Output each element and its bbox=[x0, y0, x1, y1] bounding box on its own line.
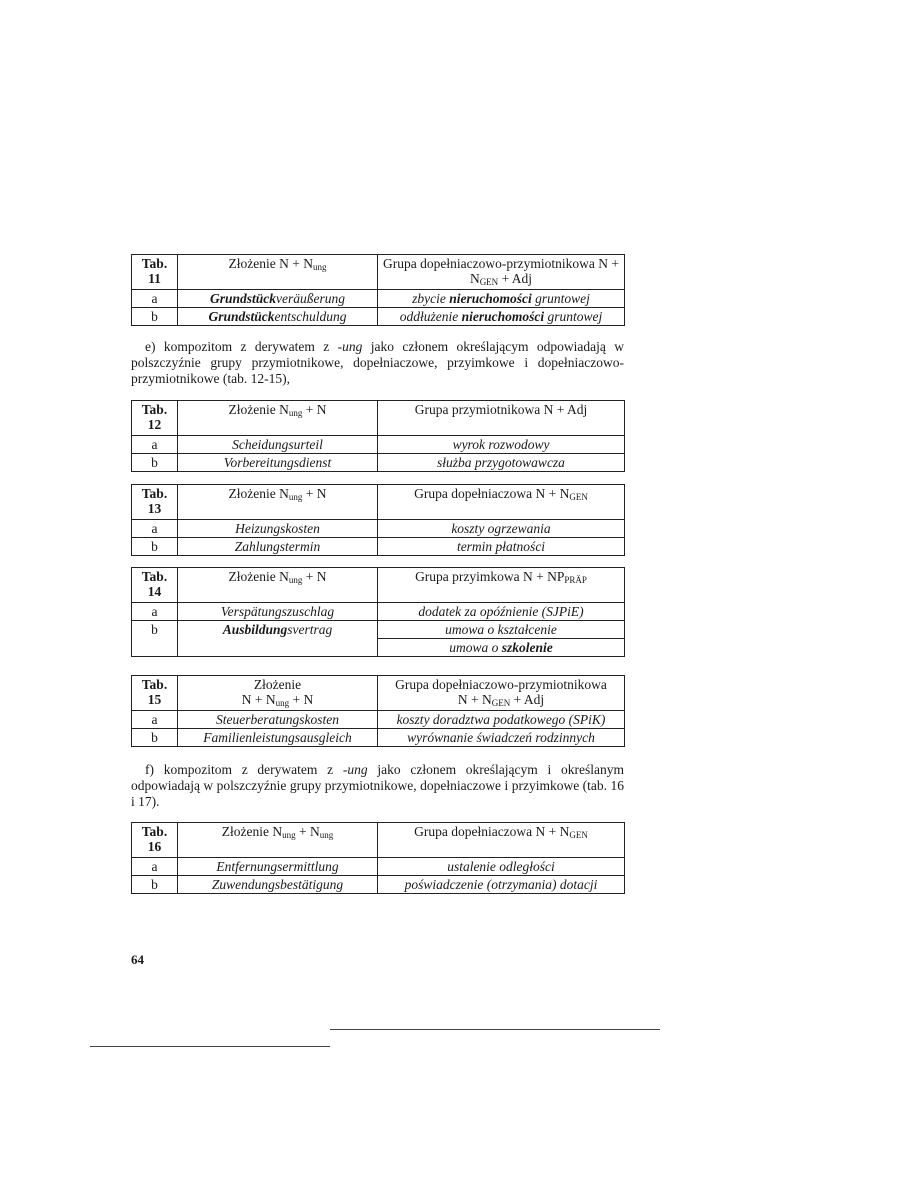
table-header bbox=[132, 676, 625, 711]
table-row bbox=[132, 621, 625, 657]
table-number: Tab. 12 bbox=[132, 401, 178, 436]
german-compound: Grundstückveräußerung bbox=[178, 290, 378, 308]
row-key: b bbox=[132, 876, 178, 894]
header-compound: Złożenie $N + N_{ung}$ bbox=[178, 255, 378, 290]
table-row bbox=[132, 858, 625, 876]
header-compound: Złożenie $N_{ung} + N_{ung}$ bbox=[178, 823, 378, 858]
table-16 bbox=[131, 822, 625, 894]
table-row bbox=[132, 711, 625, 729]
table-row bbox=[132, 603, 625, 621]
polish-group: koszty doradztwa podatkowego (SPiK) bbox=[378, 711, 625, 729]
row-key: b bbox=[132, 621, 178, 657]
table-number: Tab. 15 bbox=[132, 676, 178, 711]
row-key: a bbox=[132, 290, 178, 308]
german-compound: Vorbereitungsdienst bbox=[178, 454, 378, 472]
scan-rule-right bbox=[330, 1029, 660, 1030]
header-group: Grupa przyimkowa $N + NP_{PRÄP}$ bbox=[378, 568, 625, 603]
table-row bbox=[132, 538, 625, 556]
table-row bbox=[132, 308, 625, 326]
row-key: a bbox=[132, 711, 178, 729]
table-row bbox=[132, 876, 625, 894]
table-15 bbox=[131, 675, 625, 747]
table-row bbox=[132, 729, 625, 747]
polish-group: wyrównanie świadczeń rodzinnych bbox=[378, 729, 625, 747]
header-group: Grupa przymiotnikowa N + Adj bbox=[378, 401, 625, 436]
polish-group: oddłużenie nieruchomości gruntowej bbox=[378, 308, 625, 326]
german-compound: Zuwendungsbestätigung bbox=[178, 876, 378, 894]
polish-group: służba przygotowawcza bbox=[378, 454, 625, 472]
table-number: Tab. 13 bbox=[132, 485, 178, 520]
german-compound: Scheidungsurteil bbox=[178, 436, 378, 454]
german-compound: Familienleistungsausgleich bbox=[178, 729, 378, 747]
table-14 bbox=[131, 567, 625, 657]
table-12 bbox=[131, 400, 625, 472]
table-number: Tab. 14 bbox=[132, 568, 178, 603]
page-number: 64 bbox=[131, 952, 144, 967]
german-compound: Grundstückentschuldung bbox=[178, 308, 378, 326]
row-key: a bbox=[132, 603, 178, 621]
table-13 bbox=[131, 484, 625, 556]
header-group: Grupa dopełniaczowa $N + N_{GEN}$ bbox=[378, 823, 625, 858]
table-row bbox=[132, 290, 625, 308]
german-compound: Heizungskosten bbox=[178, 520, 378, 538]
german-compound: Entfernungsermittlung bbox=[178, 858, 378, 876]
row-key: b bbox=[132, 538, 178, 556]
table-number: Tab. 11 bbox=[132, 255, 178, 290]
paragraph-f: f) kompozitom z derywatem z -ung jako członem określającym i określanym odpowiadają w polszczyźnie grupy przymiotnikowe, dopełniaczowe i przyimkowe (tab. 16 i 17). bbox=[131, 762, 624, 809]
german-compound: Verspätungszuschlag bbox=[178, 603, 378, 621]
paragraph-e: e) kompozitom z derywatem z -ung jako członem określającym odpowiadają w polszczyźnie grupy przymiotnikowe, dopełniaczowe, przyimkowe i dopełniaczowo-przymiotnikowe (tab. 12-15), bbox=[131, 339, 624, 386]
header-group: Grupa dopełniaczowa $N + N_{GEN}$ bbox=[378, 485, 625, 520]
row-key: a bbox=[132, 436, 178, 454]
header-compound: Złożenie $N_{ung} + N$ bbox=[178, 401, 378, 436]
table-row bbox=[132, 436, 625, 454]
table-row bbox=[132, 454, 625, 472]
header-group: Grupa dopełniaczowo-przymiotnikowa $N + N_{GEN}$ + Adj bbox=[378, 255, 625, 290]
table-header bbox=[132, 255, 625, 290]
polish-group: koszty ogrzewania bbox=[378, 520, 625, 538]
row-key: b bbox=[132, 729, 178, 747]
scan-rule-left bbox=[90, 1046, 330, 1047]
german-compound: Zahlungstermin bbox=[178, 538, 378, 556]
table-header bbox=[132, 485, 625, 520]
polish-variant-1: umowa o kształcenie bbox=[445, 622, 557, 637]
german-compound: Steuerberatungskosten bbox=[178, 711, 378, 729]
polish-group: poświadczenie (otrzymania) dotacji bbox=[378, 876, 625, 894]
header-compound: Złożenie $N_{ung} + N$ bbox=[178, 568, 378, 603]
header-group: Grupa dopełniaczowo-przymiotnikowa $N + N_{GEN}$ + Adj bbox=[378, 676, 625, 711]
row-key: b bbox=[132, 454, 178, 472]
row-key: a bbox=[132, 858, 178, 876]
polish-variant-2: umowa o szkolenie bbox=[378, 638, 624, 656]
header-compound: Złożenie $N_{ung} + N$ bbox=[178, 485, 378, 520]
german-compound: Ausbildungsvertrag bbox=[178, 621, 378, 657]
polish-group: ustalenie odległości bbox=[378, 858, 625, 876]
table-header bbox=[132, 568, 625, 603]
table-header bbox=[132, 823, 625, 858]
polish-group: zbycie nieruchomości gruntowej bbox=[378, 290, 625, 308]
polish-group bbox=[378, 621, 625, 657]
header-compound: Złożenie $N + N_{ung} + N$ bbox=[178, 676, 378, 711]
table-row bbox=[132, 520, 625, 538]
table-header bbox=[132, 401, 625, 436]
polish-group: termin płatności bbox=[378, 538, 625, 556]
table-number: Tab. 16 bbox=[132, 823, 178, 858]
polish-group: dodatek za opóźnienie (SJPiE) bbox=[378, 603, 625, 621]
row-key: a bbox=[132, 520, 178, 538]
row-key: b bbox=[132, 308, 178, 326]
polish-group: wyrok rozwodowy bbox=[378, 436, 625, 454]
table-11 bbox=[131, 254, 625, 326]
